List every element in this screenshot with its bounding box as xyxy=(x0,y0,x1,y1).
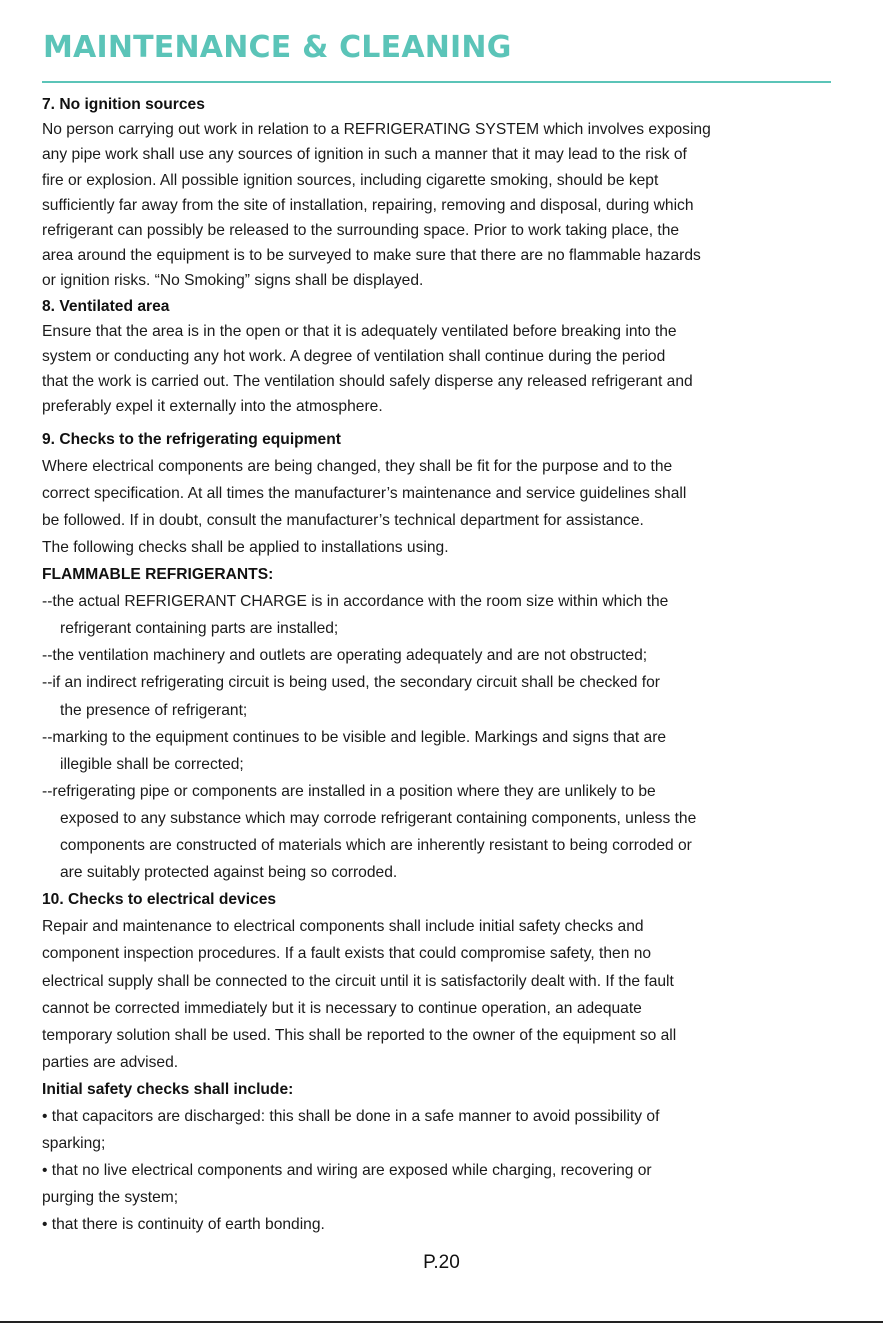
check-item: --the actual REFRIGERANT CHARGE is in accordance with the room size within which the xyxy=(42,593,669,611)
page-number: P.20 xyxy=(423,1252,460,1273)
title-divider xyxy=(42,81,831,83)
paragraph-line: correct specification. At all times the manufacturer’s maintenance and service guidelines shall xyxy=(42,484,687,502)
section-checks-refrigerating-equipment xyxy=(42,426,842,1239)
paragraph-line: preferably expel it externally into the atmosphere. xyxy=(42,398,383,416)
bullet-item-continued: sparking; xyxy=(42,1135,106,1153)
bullet-item-continued: purging the system; xyxy=(42,1189,179,1207)
paragraph-line: refrigerant can possibly be released to the surrounding space. Prior to work taking place, the xyxy=(42,222,680,240)
paragraph-line: The following checks shall be applied to installations using. xyxy=(42,539,449,557)
paragraph-line: parties are advised. xyxy=(42,1053,179,1071)
check-item-continued: the presence of refrigerant; xyxy=(60,701,248,719)
bullet-item: • that there is continuity of earth bonding. xyxy=(42,1216,325,1234)
paragraph-line: that the work is carried out. The ventilation should safely disperse any released refrigerant and xyxy=(42,373,693,391)
paragraph-line: be followed. If in doubt, consult the manufacturer’s technical department for assistance. xyxy=(42,511,644,529)
section-no-ignition-sources xyxy=(42,92,842,294)
check-item: --the ventilation machinery and outlets are operating adequately and are not obstructed; xyxy=(42,647,648,665)
bullet-item: • that capacitors are discharged: this shall be done in a safe manner to avoid possibility of xyxy=(42,1107,660,1125)
paragraph-line: electrical supply shall be connected to the circuit until it is satisfactorily dealt with. If the fault xyxy=(42,972,674,990)
page-title: MAINTENANCE & CLEANING xyxy=(43,30,512,65)
paragraph-line: Where electrical components are being changed, they shall be fit for the purpose and to the xyxy=(42,457,673,475)
paragraph-line: No person carrying out work in relation to a REFRIGERATING SYSTEM which involves exposing xyxy=(42,121,711,139)
paragraph-line: sufficiently far away from the site of installation, repairing, removing and disposal, during which xyxy=(42,196,694,214)
paragraph-line: component inspection procedures. If a fault exists that could compromise safety, then no xyxy=(42,945,652,963)
section-heading: 10. Checks to electrical devices xyxy=(42,891,277,909)
section-ventilated-area xyxy=(42,294,842,420)
document-body xyxy=(42,92,842,1238)
check-item-continued: illegible shall be corrected; xyxy=(60,755,244,773)
section-heading: 8. Ventilated area xyxy=(42,297,170,315)
paragraph-line: any pipe work shall use any sources of ignition in such a manner that it may lead to the risk of xyxy=(42,146,687,164)
paragraph-line: Ensure that the area is in the open or that it is adequately ventilated before breaking into the xyxy=(42,322,677,340)
check-item: --refrigerating pipe or components are installed in a position where they are unlikely to be xyxy=(42,782,656,800)
check-item: --marking to the equipment continues to be visible and legible. Markings and signs that are xyxy=(42,728,667,746)
check-item: --if an indirect refrigerating circuit is being used, the secondary circuit shall be checked for xyxy=(42,674,660,692)
check-item-continued: components are constructed of materials which are inherently resistant to being corroded or xyxy=(60,837,692,855)
paragraph-line: system or conducting any hot work. A degree of ventilation shall continue during the period xyxy=(42,348,666,366)
section-heading: 7. No ignition sources xyxy=(42,96,205,113)
paragraph-line: fire or explosion. All possible ignition sources, including cigarette smoking, should be kept xyxy=(42,171,659,189)
subheading-flammable-refrigerants: FLAMMABLE REFRIGERANTS: xyxy=(42,566,274,584)
check-item-continued: exposed to any substance which may corrode refrigerant containing components, unless the xyxy=(60,809,697,827)
subheading-initial-safety-checks: Initial safety checks shall include: xyxy=(42,1080,294,1098)
section-heading: 9. Checks to the refrigerating equipment xyxy=(42,430,341,448)
page-bottom-border xyxy=(0,1321,883,1323)
bullet-item: • that no live electrical components and wiring are exposed while charging, recovering or xyxy=(42,1162,652,1180)
check-item-continued: are suitably protected against being so corroded. xyxy=(60,864,398,882)
paragraph-line: Repair and maintenance to electrical components shall include initial safety checks and xyxy=(42,918,644,936)
paragraph-line: area around the equipment is to be surveyed to make sure that there are no flammable hazards xyxy=(42,247,701,265)
paragraph-line: or ignition risks. “No Smoking” signs shall be displayed. xyxy=(42,272,424,290)
paragraph-line: temporary solution shall be used. This shall be reported to the owner of the equipment so all xyxy=(42,1026,677,1044)
paragraph-line: cannot be corrected immediately but it is necessary to continue operation, an adequate xyxy=(42,999,642,1017)
check-item-continued: refrigerant containing parts are installed; xyxy=(60,620,339,638)
